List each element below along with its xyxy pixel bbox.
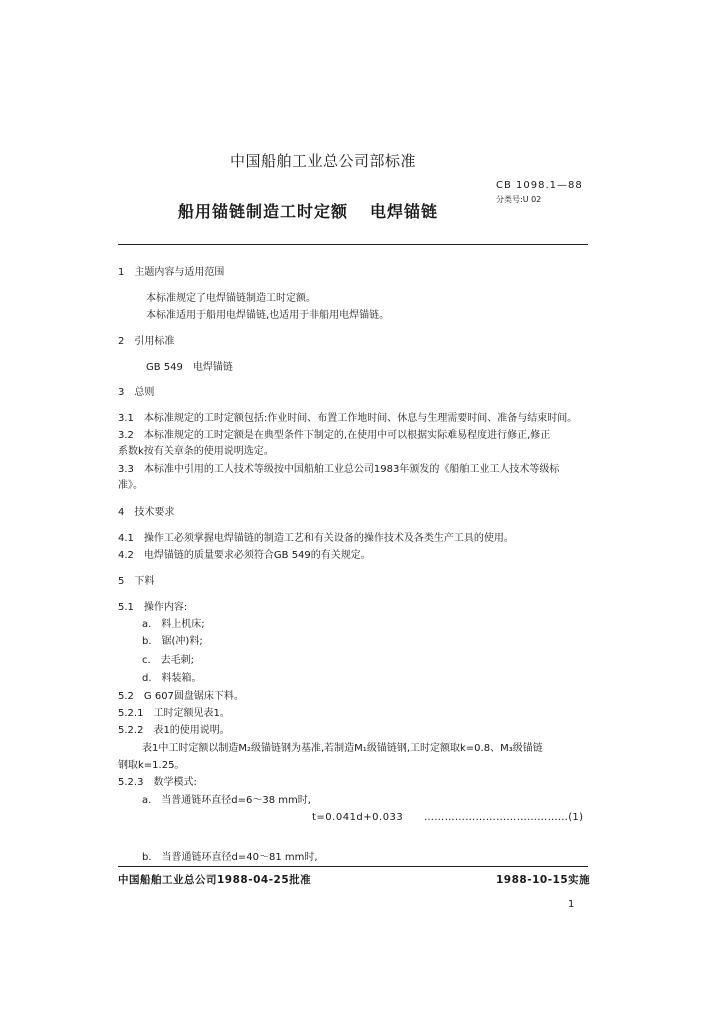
clause-5-2-2-text-line-2: 钢取k=1.25。 bbox=[118, 760, 185, 771]
section-2-heading: 2 引用标准 bbox=[118, 336, 175, 347]
list-item: a. 当普通链环直径d=6～38 mm时, bbox=[142, 795, 311, 806]
header-rule bbox=[118, 244, 588, 245]
page-number: 1 bbox=[568, 899, 575, 910]
list-item: d. 料装箱。 bbox=[142, 673, 202, 684]
clause-3-2-line-2: 系数k按有关章条的使用说明选定。 bbox=[118, 446, 274, 457]
section-3-heading: 3 总则 bbox=[118, 387, 155, 398]
implementation-date: 1988-10-15实施 bbox=[496, 874, 591, 886]
clause-5-2-1: 5.2.1 工时定额见表1。 bbox=[118, 708, 230, 719]
section-2-reference: GB 549 电焊锚链 bbox=[146, 362, 233, 373]
clause-5-2-2: 5.2.2 表1的使用说明。 bbox=[118, 725, 230, 736]
section-1-heading: 1 主题内容与适用范围 bbox=[118, 267, 225, 278]
issuing-organization: 中国船舶工业总公司部标准 bbox=[230, 152, 417, 170]
document-subtitle: 电焊锚链 bbox=[370, 202, 439, 221]
list-item: b. 当普通链环直径d=40～81 mm时, bbox=[142, 852, 318, 863]
clause-3-2-line-1: 3.2 本标准规定的工时定额是在典型条件下制定的,在使用中可以根据实际难易程度进行修正,修正 bbox=[118, 430, 551, 441]
document-title: 船用锚链制造工时定额 bbox=[178, 202, 349, 221]
footer-rule bbox=[118, 866, 588, 867]
clause-3-3-line-2: 准》。 bbox=[118, 480, 143, 491]
list-item: b. 锯(冲)料; bbox=[142, 636, 203, 647]
section-5-heading: 5 下料 bbox=[118, 576, 155, 587]
formula-1: t=0.041d+0.033 bbox=[312, 812, 404, 823]
section-1-paragraph-2: 本标准适用于船用电焊锚链,也适用于非船用电焊锚链。 bbox=[146, 310, 390, 321]
standard-code: CB 1098.1—88 bbox=[496, 180, 583, 191]
clause-3-1: 3.1 本标准规定的工时定额包括:作业时间、布置工作地时间、休息与生理需要时间、准备与结束时间。 bbox=[118, 413, 578, 424]
clause-5-2-3: 5.2.3 数学模式: bbox=[118, 777, 197, 788]
list-item: c. 去毛刺; bbox=[142, 655, 195, 666]
clause-5-2-2-text-line-1: 表1中工时定额以制造M₂级锚链钢为基准,若制造M₁级锚链钢,工时定额取k=0.8、M₃级锚链 bbox=[142, 743, 543, 754]
clause-4-2: 4.2 电焊锚链的质量要求必须符合GB 549的有关规定。 bbox=[118, 550, 371, 561]
clause-5-2: 5.2 G 607圆盘锯床下料。 bbox=[118, 691, 244, 702]
list-item: a. 料上机床; bbox=[142, 619, 205, 630]
clause-5-1: 5.1 操作内容: bbox=[118, 602, 188, 613]
formula-1-number: ……………………………………(1) bbox=[424, 812, 584, 823]
section-1-paragraph-1: 本标准规定了电焊锚链制造工时定额。 bbox=[146, 293, 316, 304]
classification-number: 分类号:U 02 bbox=[496, 195, 542, 204]
section-4-heading: 4 技术要求 bbox=[118, 507, 175, 518]
clause-4-1: 4.1 操作工必须掌握电焊锚链的制造工艺和有关设备的操作技术及各类生产工具的使用。 bbox=[118, 533, 514, 544]
clause-3-3-line-1: 3.3 本标准中引用的工人技术等级按中国船舶工业总公司1983年颁发的《船舶工业工人技术等级标 bbox=[118, 464, 560, 475]
approval-line: 中国船舶工业总公司1988-04-25批准 bbox=[118, 874, 312, 886]
